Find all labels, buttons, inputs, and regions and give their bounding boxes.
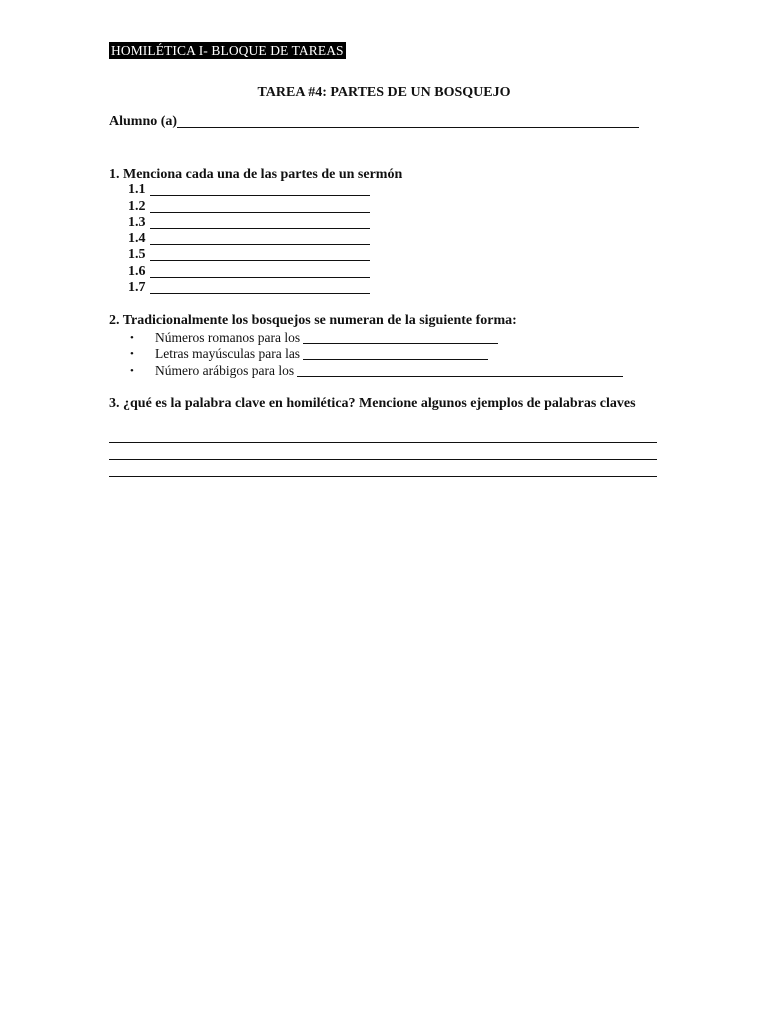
question-2-item-label: Número arábigos para los [155,362,295,378]
bullet-icon: • [130,364,134,377]
question-1-item [128,182,370,198]
question-1-item-blank [150,232,370,245]
question-2-heading: 2. Tradicionalmente los bosquejos se numeran de la siguiente forma: [109,313,517,328]
question-2-item-blank [297,364,623,377]
question-3-heading: 3. ¿qué es la palabra clave en homilética? Mencione algunos ejemplos de palabras claves [109,396,636,411]
question-1-item [128,198,370,214]
student-name-label: Alumno (a) [109,114,178,129]
question-1-item-number: 1.1 [128,182,146,198]
answer-line [109,426,657,443]
question-2-item-label: Números romanos para los [155,329,301,345]
question-2-item-blank [303,331,498,344]
question-1-item-number: 1.3 [128,214,146,230]
question-2-item-label: Letras mayúsculas para las [155,346,301,361]
question-2-item [130,346,623,363]
question-1-item-blank [150,265,370,278]
question-2-item [130,362,623,379]
question-1-item [128,231,370,247]
answer-line [109,460,657,477]
question-2-item-blank [303,347,488,360]
question-1-item-number: 1.2 [128,198,146,214]
question-2-list [130,329,623,379]
course-header-banner: HOMILÉTICA I- BLOQUE DE TAREAS [111,43,344,58]
question-1-list [128,182,370,296]
question-1-item-number: 1.6 [128,263,146,279]
question-1-item-blank [150,200,370,213]
question-2-item [130,329,623,346]
bullet-icon: • [130,331,134,344]
question-1-item [128,247,370,263]
question-1-item-blank [150,216,370,229]
answer-line [109,443,657,460]
question-1-heading: 1. Menciona cada una de las partes de un sermón [109,167,403,182]
student-name-row [109,113,639,131]
question-1-item-blank [150,183,370,196]
bullet-icon: • [130,348,134,360]
question-1-item [128,263,370,279]
question-1-item-number: 1.5 [128,247,146,263]
question-1-item-blank [150,248,370,261]
student-name-blank [177,114,639,128]
question-1-item [128,215,370,231]
assignment-title: TAREA #4: PARTES DE UN BOSQUEJO [257,85,511,100]
question-1-item [128,280,370,296]
question-1-item-number: 1.4 [128,231,146,247]
question-3-answer-lines [109,426,657,477]
question-1-item-number: 1.7 [128,280,146,296]
question-1-item-blank [150,281,370,294]
